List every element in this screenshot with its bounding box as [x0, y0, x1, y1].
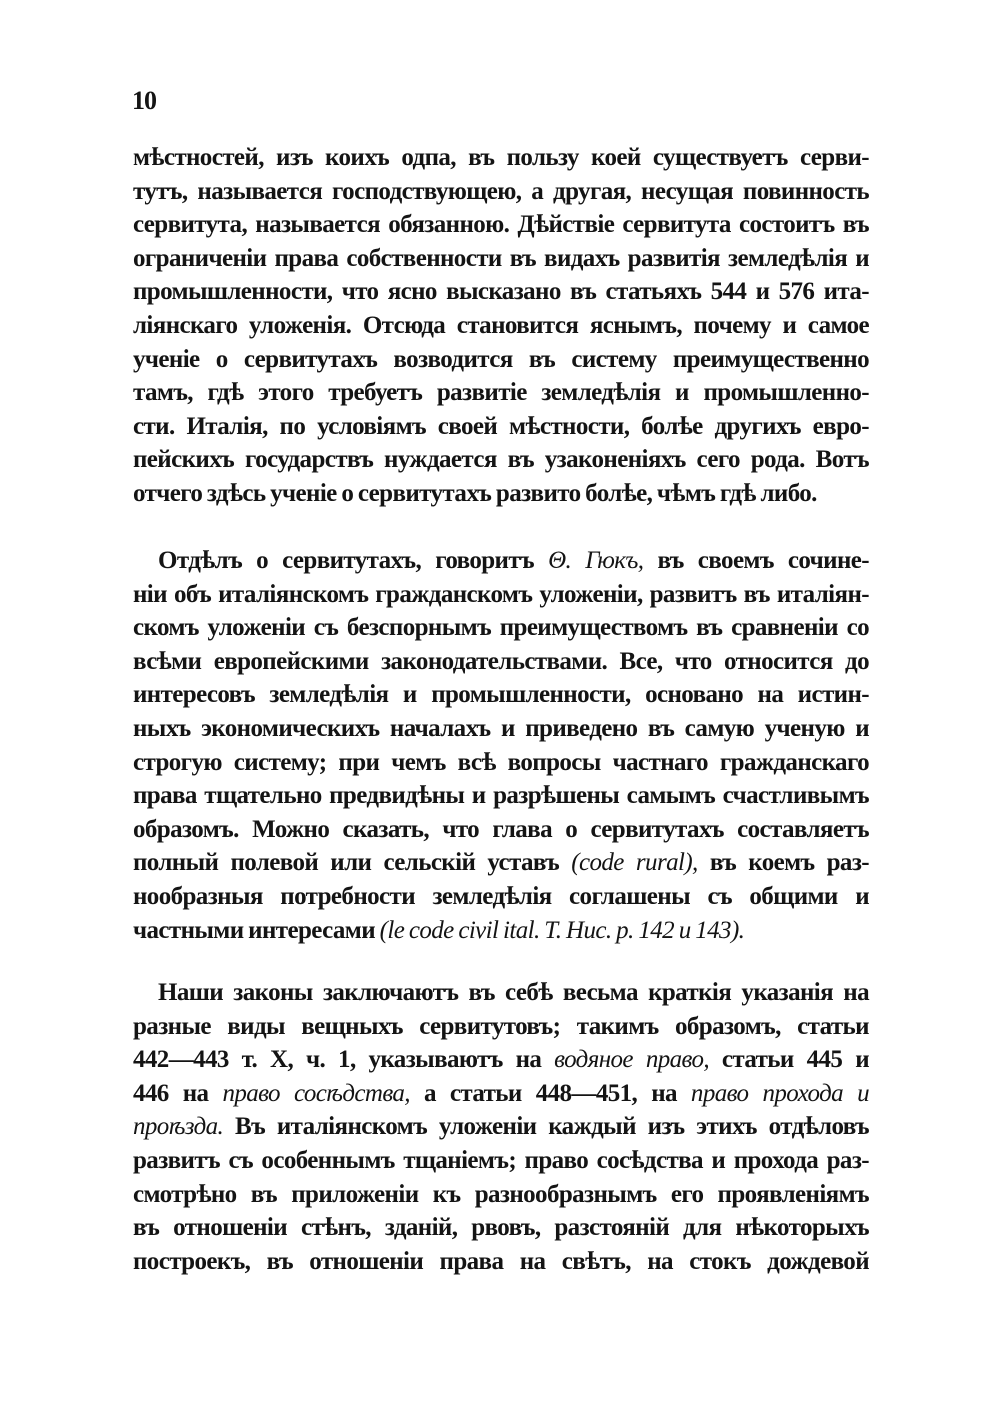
italic-text: (code rural), — [571, 849, 698, 877]
text-run: Отдѣлъ о сервитутахъ, говоритъ — [158, 547, 549, 574]
text-run: развитъ съ особеннымъ тщаніемъ; право сосѣдства и прохода раз- — [133, 1146, 869, 1174]
text-run: построекъ, въ отношеніи права на свѣтъ, на стокъ дождевой — [133, 1247, 869, 1275]
text-run: тамъ, гдѣ этого требуетъ развитіе земледѣлія и промышленно- — [133, 379, 869, 407]
text-run: 442—443 т. X, ч. 1, указываютъ на — [133, 1046, 555, 1074]
text-run: строгую систему; при чемъ всѣ вопросы частнаго гражданскаго — [133, 748, 869, 776]
text-line — [133, 645, 869, 679]
text-line — [133, 1211, 869, 1245]
text-line — [133, 1245, 869, 1279]
text-run: ліянскаго уложенія. Отсюда становится яснымъ, почему и самое — [133, 311, 869, 339]
text-line — [133, 175, 869, 209]
text-run: промышленности, что ясно высказано въ статьяхъ 544 и 576 ита- — [133, 278, 869, 306]
text-run: сти. Италія, по условіямъ своей мѣстности, болѣе другихъ евро- — [133, 412, 869, 440]
text-line — [133, 275, 869, 309]
text-line — [133, 1043, 869, 1077]
text-run: образомъ. Можно сказать, что глава о сервитутахъ составляетъ — [133, 815, 869, 843]
text-run: статьи 445 и — [709, 1046, 869, 1074]
paragraph-3 — [133, 976, 869, 1278]
text-run: ніи объ италіянскомъ гражданскомъ уложеніи, развитъ въ италіян- — [133, 580, 869, 608]
paragraph-1 — [133, 141, 869, 511]
text-line — [133, 410, 869, 444]
text-line — [133, 746, 869, 780]
text-run: въ своемъ сочине- — [643, 547, 869, 574]
italic-text: проѣзда. — [133, 1113, 224, 1141]
text-run: ограниченіи права собственности въ видахъ развитія земледѣлія и — [133, 244, 869, 272]
text-line — [133, 880, 869, 914]
text-line — [133, 813, 869, 847]
text-run: Наши законы заключаютъ въ себѣ весьма краткія указанія на — [158, 979, 869, 1006]
text-line — [133, 779, 869, 813]
text-run: мѣстностей, изъ коихъ одпа, въ пользу коей существуетъ серви- — [133, 144, 869, 171]
text-run: 446 на — [133, 1079, 223, 1107]
text-line — [133, 1010, 869, 1044]
text-line — [133, 914, 869, 948]
text-line — [133, 309, 869, 343]
text-line — [133, 141, 869, 175]
italic-text: (le code civil ital. T. Huc. p. 142 u 143). — [379, 916, 745, 944]
text-line — [133, 376, 869, 410]
italic-text: Θ. Гюкъ, — [548, 547, 644, 574]
text-run: въ отношеніи стѣнъ, зданій, рвовъ, разстояній для нѣкоторыхъ — [133, 1214, 869, 1242]
text-line — [133, 611, 869, 645]
italic-text: водяное право, — [554, 1046, 709, 1074]
text-line — [133, 1178, 869, 1212]
text-line — [133, 846, 869, 880]
text-run: полный полевой или сельскій уставъ — [133, 849, 572, 877]
text-run: права тщательно предвидѣны и разрѣшены самымъ счастливымъ — [133, 782, 869, 810]
text-line — [133, 242, 869, 276]
text-line — [133, 1110, 869, 1144]
text-line — [133, 544, 869, 578]
text-line — [133, 343, 869, 377]
text-run: тутъ, называется господствующею, а другая, несущая повинность — [133, 177, 869, 205]
text-line — [133, 1144, 869, 1178]
text-run: нообразныя потребности земледѣлія соглашены съ общими и — [133, 882, 869, 910]
text-run: ученіе о сервитутахъ возводится въ систему преимущественно — [133, 345, 869, 373]
text-run: интересовъ земледѣлія и промышленности, основано на истин- — [133, 681, 869, 709]
text-line — [133, 1077, 869, 1111]
text-line — [133, 208, 869, 242]
text-line — [133, 578, 869, 612]
text-run: всѣми европейскими законодательствами. Все, что относится до — [133, 647, 869, 675]
text-line — [133, 712, 869, 746]
text-run: въ коемъ раз- — [697, 849, 870, 877]
text-run: ныхъ экономическихъ началахъ и приведено въ самую ученую и — [133, 714, 869, 742]
text-line — [133, 443, 869, 477]
text-run: Въ италіянскомъ уложеніи каждый изъ этихъ отдѣловъ — [223, 1113, 869, 1141]
italic-text: право прохода и — [690, 1079, 869, 1107]
text-run: частными интересами — [133, 916, 380, 944]
text-line — [133, 976, 869, 1010]
paragraph-2 — [133, 544, 869, 947]
text-run: отчего здѣсь ученіе о сервитутахъ развито болѣе, чѣмъ гдѣ либо. — [133, 479, 817, 507]
text-run: пейскихъ государствъ нуждается въ узаконеніяхъ сего рода. Вотъ — [133, 446, 869, 474]
text-line — [133, 477, 869, 511]
text-run: сервитута, называется обязанною. Дѣйствіе сервитута состоитъ въ — [133, 211, 869, 239]
text-run: смотрѣно въ приложеніи къ разнообразнымъ его проявленіямъ — [133, 1180, 869, 1208]
text-run: скомъ уложеніи съ безспорнымъ преимуществомъ въ сравненіи со — [133, 614, 869, 642]
italic-text: право сосѣдства, — [222, 1079, 410, 1107]
text-run: разные виды вещныхъ сервитутовъ; такимъ образомъ, статьи — [133, 1012, 869, 1040]
page-number: 10 — [132, 86, 156, 115]
text-line — [133, 678, 869, 712]
text-run: а статьи 448—451, на — [409, 1079, 691, 1107]
